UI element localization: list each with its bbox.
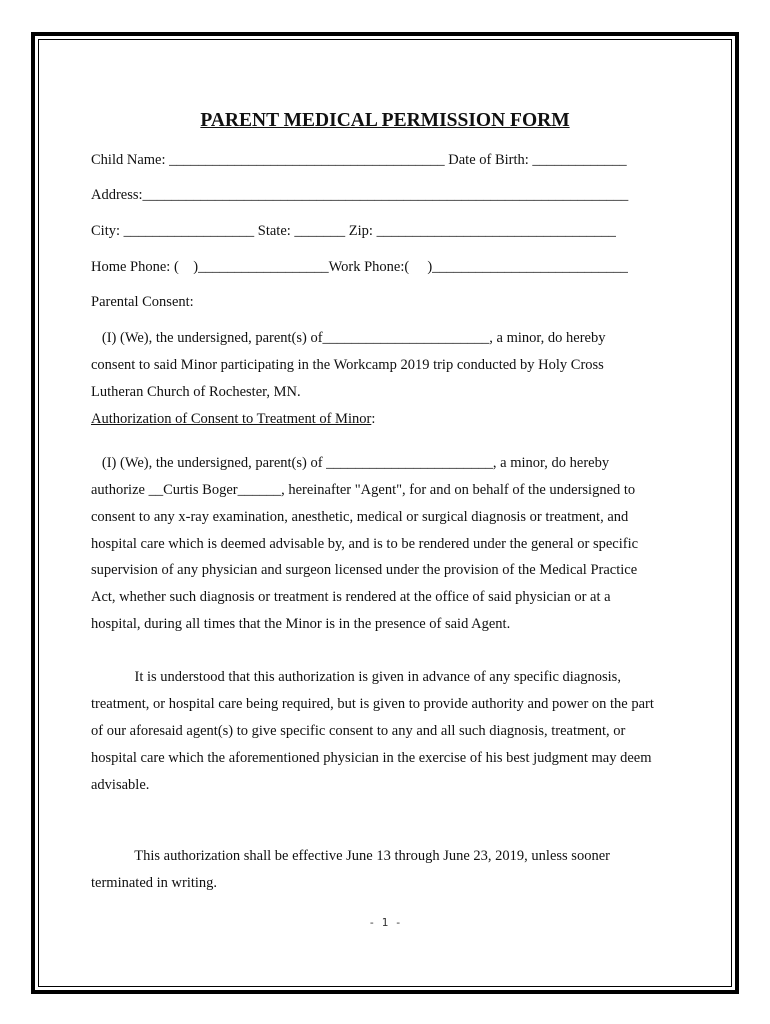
consent-para3-line: treatment, or hospital care being required, but is given to provide authority and power on the part <box>91 696 654 712</box>
parental-consent-heading: Parental Consent: <box>91 294 194 310</box>
city-state-zip-line: City: __________________ State: _______ Zip: _________________________________ <box>91 223 616 239</box>
address-line: Address:___________________________________________________________________ <box>91 187 629 203</box>
consent-para2-line: consent to any x-ray examination, anesthetic, medical or surgical diagnosis or treatment, and <box>91 509 629 525</box>
consent-para3-line: of our aforesaid agent(s) to give specific consent to any and all such diagnosis, treatment, or <box>91 723 626 739</box>
page-number: - 1 - <box>368 916 402 929</box>
consent-para3-line: It is understood that this authorization is given in advance of any specific diagnosis, <box>91 669 621 685</box>
child-name-dob-line: Child Name: ______________________________________ Date of Birth: _____________ <box>91 152 627 168</box>
consent-para4-line: terminated in writing. <box>91 875 218 891</box>
consent-para1-line: (I) (We), the undersigned, parent(s) of_______________________, a minor, do hereby <box>91 330 606 346</box>
consent-para2-line: (I) (We), the undersigned, parent(s) of _______________________, a minor, do hereby <box>91 455 610 471</box>
authorization-heading <box>91 410 375 428</box>
consent-para2-line: supervision of any physician and surgeon licensed under the provision of the Medical Practice <box>91 562 638 578</box>
form-title: PARENT MEDICAL PERMISSION FORM <box>200 110 570 131</box>
phone-line: Home Phone: ( )__________________Work Phone:( )___________________________ <box>91 259 628 275</box>
consent-para2-line: hospital care which is deemed advisable by, and is to be rendered under the general or specific <box>91 536 639 552</box>
authorization-heading-text: Authorization of Consent to Treatment of Minor <box>91 411 372 427</box>
consent-para3-line: hospital care which the aforementioned physician in the exercise of his best judgment may deem <box>91 750 652 766</box>
consent-para1-line: consent to said Minor participating in the Workcamp 2019 trip conducted by Holy Cross <box>91 357 604 373</box>
consent-para3-line: advisable. <box>91 777 150 793</box>
authorization-heading-colon: : <box>371 411 376 427</box>
consent-para2-line: authorize __Curtis Boger______, hereinafter "Agent", for and on behalf of the undersigned to <box>91 482 636 498</box>
consent-para2-line: hospital, during all times that the Minor is in the presence of said Agent. <box>91 616 511 632</box>
consent-para1-line: Lutheran Church of Rochester, MN. <box>91 384 301 400</box>
consent-para2-line: Act, whether such diagnosis or treatment is rendered at the office of said physician or at a <box>91 589 611 605</box>
consent-para4-line: This authorization shall be effective June 13 through June 23, 2019, unless sooner <box>91 848 610 864</box>
